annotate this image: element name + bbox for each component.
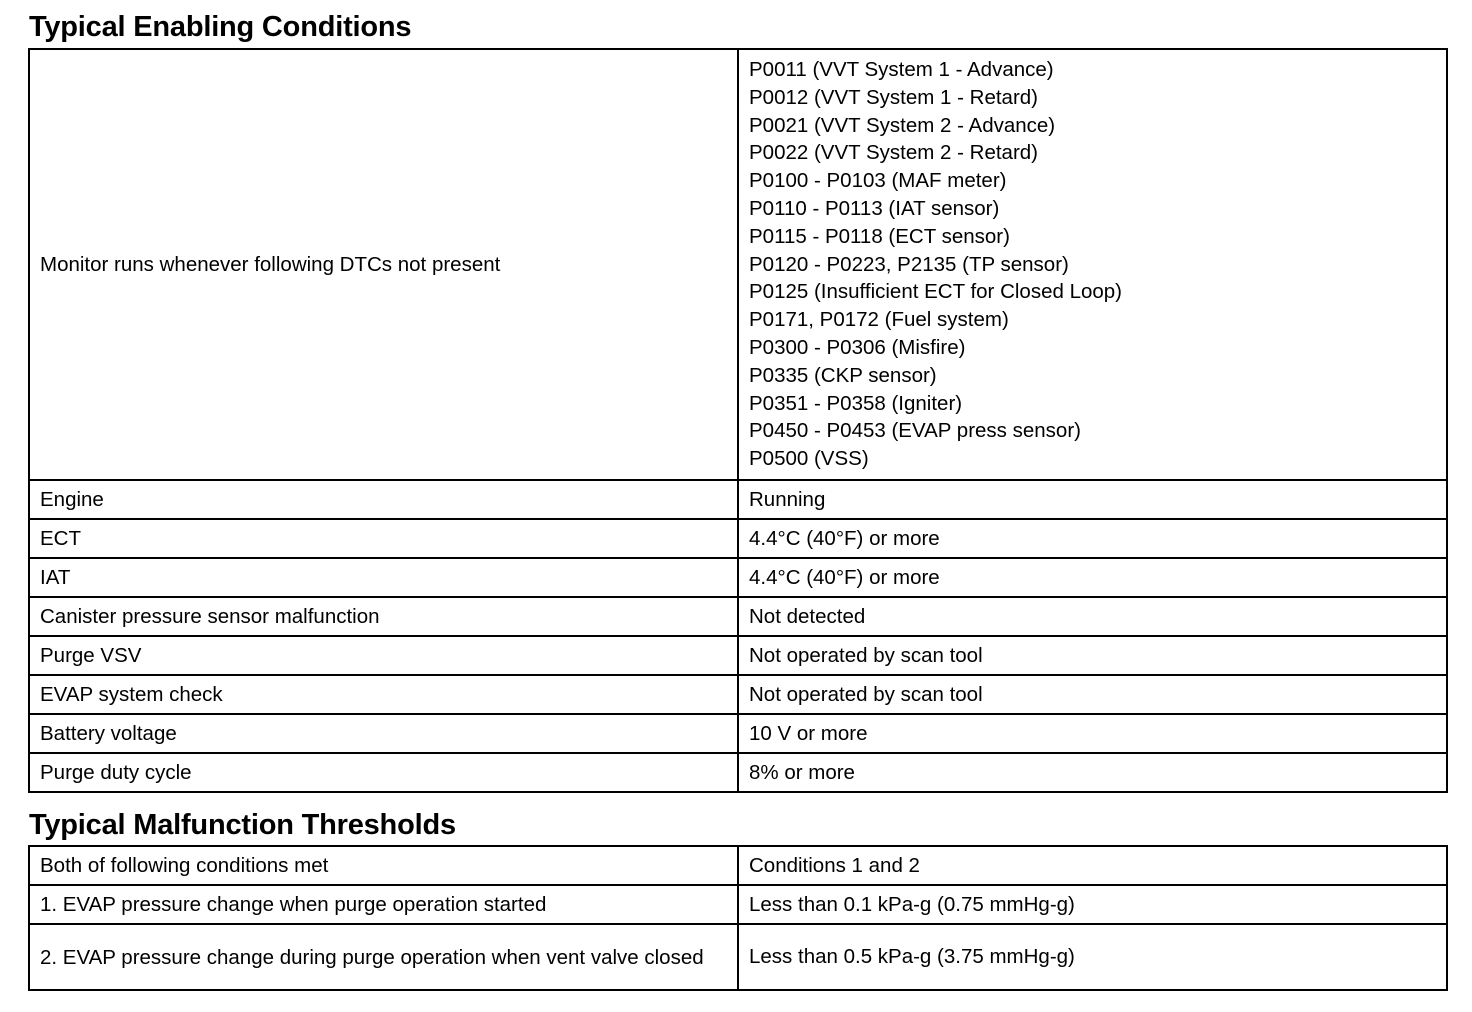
condition-label: Purge duty cycle [29, 753, 738, 792]
table-row [29, 597, 1447, 636]
table-row [29, 636, 1447, 675]
dtc-condition-label: Monitor runs whenever following DTCs not present [29, 49, 738, 480]
condition-value: 4.4°C (40°F) or more [738, 558, 1447, 597]
dtc-item: P0011 (VVT System 1 - Advance) [749, 58, 1054, 81]
table-row [29, 846, 1447, 885]
dtc-item: P0012 (VVT System 1 - Retard) [749, 85, 1039, 109]
condition-label: ECT [29, 519, 738, 558]
threshold-label: 1. EVAP pressure change when purge operation started [29, 885, 738, 924]
malfunction-thresholds-title: Typical Malfunction Thresholds [29, 809, 456, 841]
condition-value: Running [738, 480, 1447, 519]
threshold-label: 2. EVAP pressure change during purge operation when vent valve closed [29, 924, 738, 990]
condition-value: Not operated by scan tool [738, 675, 1447, 714]
dtc-item: P0300 - P0306 (Misfire) [749, 335, 966, 359]
dtc-item: P0500 (VSS) [749, 447, 869, 471]
threshold-label: Both of following conditions met [29, 846, 738, 885]
table-row [29, 753, 1447, 792]
dtc-list [738, 49, 1447, 480]
table-row [29, 480, 1447, 519]
condition-label: Purge VSV [29, 636, 738, 675]
dtc-item: P0351 - P0358 (Igniter) [749, 391, 963, 415]
condition-label: Engine [29, 480, 738, 519]
dtc-item: P0110 - P0113 (IAT sensor) [749, 196, 1000, 220]
dtc-item: P0171, P0172 (Fuel system) [749, 308, 1009, 332]
condition-value: Not operated by scan tool [738, 636, 1447, 675]
threshold-value: Less than 0.5 kPa-g (3.75 mmHg-g) [738, 924, 1447, 990]
condition-label: IAT [29, 558, 738, 597]
condition-label: Battery voltage [29, 714, 738, 753]
table-row [29, 49, 1447, 480]
condition-value: Not detected [738, 597, 1447, 636]
condition-value: 10 V or more [738, 714, 1447, 753]
dtc-item: P0125 (Insufficient ECT for Closed Loop) [749, 280, 1123, 304]
dtc-item: P0335 (CKP sensor) [749, 363, 937, 387]
enabling-conditions-table [28, 48, 1448, 793]
malfunction-thresholds-table [28, 845, 1448, 991]
table-row [29, 714, 1447, 753]
table-row [29, 675, 1447, 714]
enabling-conditions-title: Typical Enabling Conditions [29, 11, 412, 43]
condition-value: 4.4°C (40°F) or more [738, 519, 1447, 558]
dtc-item: P0021 (VVT System 2 - Advance) [749, 113, 1056, 137]
condition-value: 8% or more [738, 753, 1447, 792]
dtc-item: P0100 - P0103 (MAF meter) [749, 169, 1007, 193]
dtc-item: P0120 - P0223, P2135 (TP sensor) [749, 252, 1069, 276]
table-row [29, 519, 1447, 558]
threshold-value: Conditions 1 and 2 [738, 846, 1447, 885]
table-row [29, 885, 1447, 924]
threshold-value: Less than 0.1 kPa-g (0.75 mmHg-g) [738, 885, 1447, 924]
dtc-item: P0022 (VVT System 2 - Retard) [749, 141, 1039, 165]
table-row [29, 924, 1447, 990]
dtc-item: P0450 - P0453 (EVAP press sensor) [749, 419, 1081, 443]
condition-label: Canister pressure sensor malfunction [29, 597, 738, 636]
dtc-item: P0115 - P0118 (ECT sensor) [749, 224, 1010, 248]
table-row [29, 558, 1447, 597]
condition-label: EVAP system check [29, 675, 738, 714]
